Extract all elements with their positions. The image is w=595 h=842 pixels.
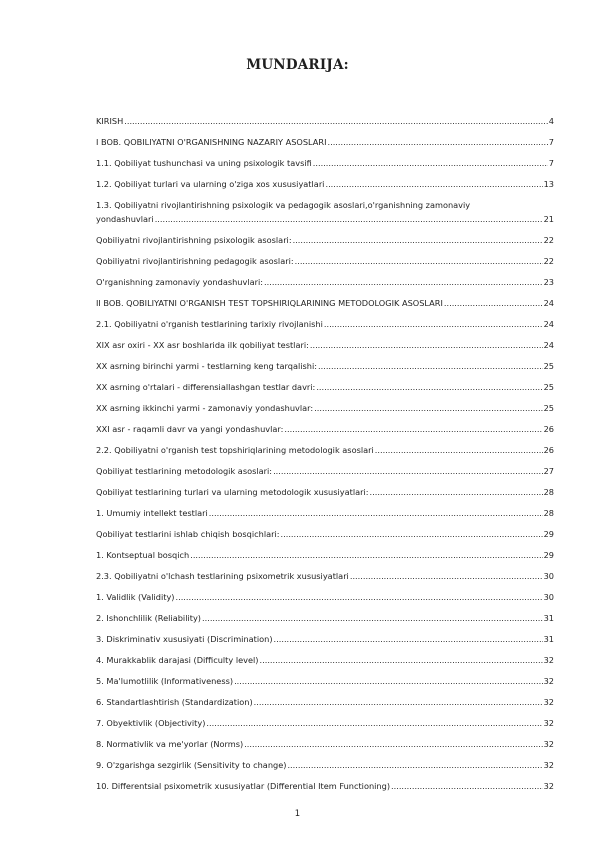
- toc-entry[interactable]: [96, 486, 554, 498]
- dot-leader: [264, 276, 543, 288]
- toc-entry-label: XX asrning birinchi yarmi - testlarning keng tarqalishi:: [96, 361, 318, 371]
- toc-entry[interactable]: [96, 738, 554, 750]
- toc-page-number: 24: [543, 298, 554, 308]
- toc-entry-label: 2.1. Qobiliyatni o'rganish testlarining tarixiy rivojlanishi: [96, 319, 323, 329]
- dot-leader: [175, 591, 542, 603]
- toc-entry-label: 1.1. Qobiliyat tushunchasi va uning psixologik tavsifi: [96, 158, 312, 168]
- toc-page-number: 22: [543, 235, 554, 245]
- toc-entry-label: 7. Obyektivlik (Objectivity): [96, 718, 206, 728]
- toc-page-number: 24: [543, 340, 554, 350]
- dot-leader: [254, 696, 543, 708]
- toc-entry[interactable]: [96, 157, 554, 169]
- toc-entry-label: yondashuvlari: [96, 214, 154, 224]
- toc-entry-label: Qobiliyat testlarining metodologik asoslari:: [96, 466, 273, 476]
- toc-entry[interactable]: [96, 465, 554, 477]
- toc-page-number: 29: [543, 550, 554, 560]
- toc-entry-line1[interactable]: 1.3. Qobiliyatni rivojlantirishning psixologik va pedagogik asoslari,o'rganishning zamonaviy: [96, 200, 471, 210]
- toc-entry[interactable]: [96, 136, 554, 148]
- toc-entry[interactable]: [96, 339, 554, 351]
- toc-entry[interactable]: [96, 115, 554, 127]
- toc-entry-label: I BOB. QOBILIYATNI O'RGANISHNING NAZARIY ASOSLARI: [96, 137, 327, 147]
- dot-leader: [284, 423, 542, 435]
- toc-entry-label: Qobiliyatni rivojlantirishning psixologik asoslari:: [96, 235, 292, 245]
- toc-page-number: 32: [543, 718, 554, 728]
- toc-page-number: 13: [543, 179, 554, 189]
- dot-leader: [310, 339, 543, 351]
- toc-entry[interactable]: [96, 549, 554, 561]
- toc-entry-label: 3. Diskriminativ xususiyati (Discrimination): [96, 634, 273, 644]
- toc-page-number: 30: [543, 592, 554, 602]
- toc-entry-label: 4. Murakkablik darajasi (Difficulty level): [96, 655, 259, 665]
- toc-page-number: 26: [543, 445, 554, 455]
- toc-page-number: 21: [543, 214, 554, 224]
- dot-leader: [260, 654, 543, 666]
- dot-leader: [273, 465, 543, 477]
- toc-entry-label: 2.2. Qobiliyatni o'rganish test topshiriqlarining metodologik asoslari: [96, 445, 374, 455]
- dot-leader: [350, 570, 543, 582]
- toc-page-number: 7: [548, 137, 554, 147]
- toc-entry[interactable]: [96, 507, 554, 519]
- toc-entry-label: Qobiliyat testlarining turlari va ularning metodologik xususiyatlari:: [96, 487, 369, 497]
- dot-leader: [274, 633, 543, 645]
- toc-entry-label: 10. Differentsial psixometrik xususiyatlar (Differential Item Functioning): [96, 781, 391, 791]
- toc-entry[interactable]: [96, 759, 554, 771]
- toc-entry[interactable]: [96, 234, 554, 246]
- page-title: MUNDARIJA:: [246, 57, 349, 73]
- toc-entry[interactable]: [96, 444, 554, 456]
- toc-entry[interactable]: [96, 696, 554, 708]
- toc-entry[interactable]: [96, 654, 554, 666]
- toc-entry-label: 6. Standartlashtirish (Standardization): [96, 697, 253, 707]
- dot-leader: [318, 360, 543, 372]
- toc-page-number: 7: [548, 158, 554, 168]
- dot-leader: [287, 759, 542, 771]
- toc-page-number: 4: [548, 116, 554, 126]
- toc-entry[interactable]: [96, 423, 554, 435]
- toc-page-number: 32: [543, 781, 554, 791]
- toc-entry-label: XIX asr oxiri - XX asr boshlarida ilk qobiliyat testlari:: [96, 340, 309, 350]
- toc-entry[interactable]: [96, 360, 554, 372]
- dot-leader: [370, 486, 543, 498]
- toc-entry-label: XX asrning ikkinchi yarmi - zamonaviy yondashuvlar:: [96, 403, 314, 413]
- toc-entry-label: 1. Umumiy intellekt testlari: [96, 508, 208, 518]
- toc-page-number: 32: [543, 676, 554, 686]
- toc-page-number: 32: [543, 760, 554, 770]
- toc-entry[interactable]: [96, 612, 554, 624]
- toc-entry-label: II BOB. QOBILIYATNI O'RGANISH TEST TOPSHIRIQLARINING METODOLOGIK ASOSLARI: [96, 298, 443, 308]
- toc-entry[interactable]: [96, 591, 554, 603]
- toc-page-number: 30: [543, 571, 554, 581]
- toc-page-number: 27: [543, 466, 554, 476]
- toc-entry[interactable]: [96, 780, 554, 792]
- toc-entry-label: XXI asr - raqamli davr va yangi yondashuvlar:: [96, 424, 284, 434]
- toc-entry[interactable]: [96, 255, 554, 267]
- toc-page-number: 26: [543, 424, 554, 434]
- toc-page-number: 32: [543, 739, 554, 749]
- dot-leader: [206, 717, 542, 729]
- dot-leader: [202, 612, 543, 624]
- toc-entry-label: 1.2. Qobiliyat turlari va ularning o'ziga xos xususiyatlari: [96, 179, 325, 189]
- toc-entry-label: 5. Ma'lumotlilik (Informativeness): [96, 676, 234, 686]
- dot-leader: [293, 234, 543, 246]
- toc-page-number: 31: [543, 613, 554, 623]
- toc-entry[interactable]: [96, 178, 554, 190]
- toc-entry[interactable]: [96, 528, 554, 540]
- dot-leader: [444, 297, 543, 309]
- dot-leader: [328, 136, 548, 148]
- toc-entry[interactable]: [96, 213, 554, 225]
- toc-entry[interactable]: [96, 633, 554, 645]
- dot-leader: [391, 780, 543, 792]
- toc-page-number: 25: [543, 403, 554, 413]
- dot-leader: [124, 115, 548, 127]
- dot-leader: [324, 318, 543, 330]
- toc-entry[interactable]: [96, 276, 554, 288]
- toc-entry[interactable]: [96, 318, 554, 330]
- toc-entry-label: 1. Validlik (Validity): [96, 592, 175, 602]
- toc-entry-label: 1. Kontseptual bosqich: [96, 550, 190, 560]
- dot-leader: [314, 402, 542, 414]
- toc-page-number: 23: [543, 277, 554, 287]
- toc-page-number: 28: [543, 508, 554, 518]
- toc-entry-label: 9. O'zgarishga sezgirlik (Sensitivity to change): [96, 760, 287, 770]
- toc-page-number: 22: [543, 256, 554, 266]
- dot-leader: [234, 675, 543, 687]
- toc-entry-label: 2. Ishonchlilik (Reliability): [96, 613, 202, 623]
- toc-entry[interactable]: [96, 675, 554, 687]
- toc-entry[interactable]: [96, 717, 554, 729]
- toc-entry-label: Qobiliyat testlarini ishlab chiqish bosqichlari:: [96, 529, 280, 539]
- footer-page-number: 1: [294, 809, 301, 819]
- toc-entry-label: 8. Normativlik va me'yorlar (Norms): [96, 739, 244, 749]
- dot-leader: [313, 157, 548, 169]
- toc-entry[interactable]: [96, 381, 554, 393]
- toc-entry-label: 2.3. Qobiliyatni o'lchash testlarining psixometrik xususiyatlari: [96, 571, 349, 581]
- dot-leader: [190, 549, 542, 561]
- dot-leader: [295, 255, 543, 267]
- toc-entry[interactable]: [96, 297, 554, 309]
- toc-entry-label: O'rganishning zamonaviy yondashuvlari:: [96, 277, 264, 287]
- dot-leader: [316, 381, 542, 393]
- toc-entry[interactable]: [96, 570, 554, 582]
- dot-leader: [155, 213, 543, 225]
- dot-leader: [281, 528, 543, 540]
- toc-entry-label: KIRISH: [96, 116, 124, 126]
- toc-page-number: 32: [543, 655, 554, 665]
- toc-page-number: 32: [543, 697, 554, 707]
- dot-leader: [209, 507, 543, 519]
- toc-page-number: 25: [543, 361, 554, 371]
- dot-leader: [244, 738, 542, 750]
- toc-entry[interactable]: [96, 402, 554, 414]
- toc-page-number: 24: [543, 319, 554, 329]
- toc-page-number: 25: [543, 382, 554, 392]
- toc-entry-label: Qobiliyatni rivojlantirishning pedagogik asoslari:: [96, 256, 294, 266]
- toc-page-number: 28: [543, 487, 554, 497]
- dot-leader: [375, 444, 543, 456]
- toc-page-number: 31: [543, 634, 554, 644]
- dot-leader: [325, 178, 542, 190]
- toc-page-number: 29: [543, 529, 554, 539]
- toc-entry-label: XX asrning o'rtalari - differensiallashgan testlar davri:: [96, 382, 316, 392]
